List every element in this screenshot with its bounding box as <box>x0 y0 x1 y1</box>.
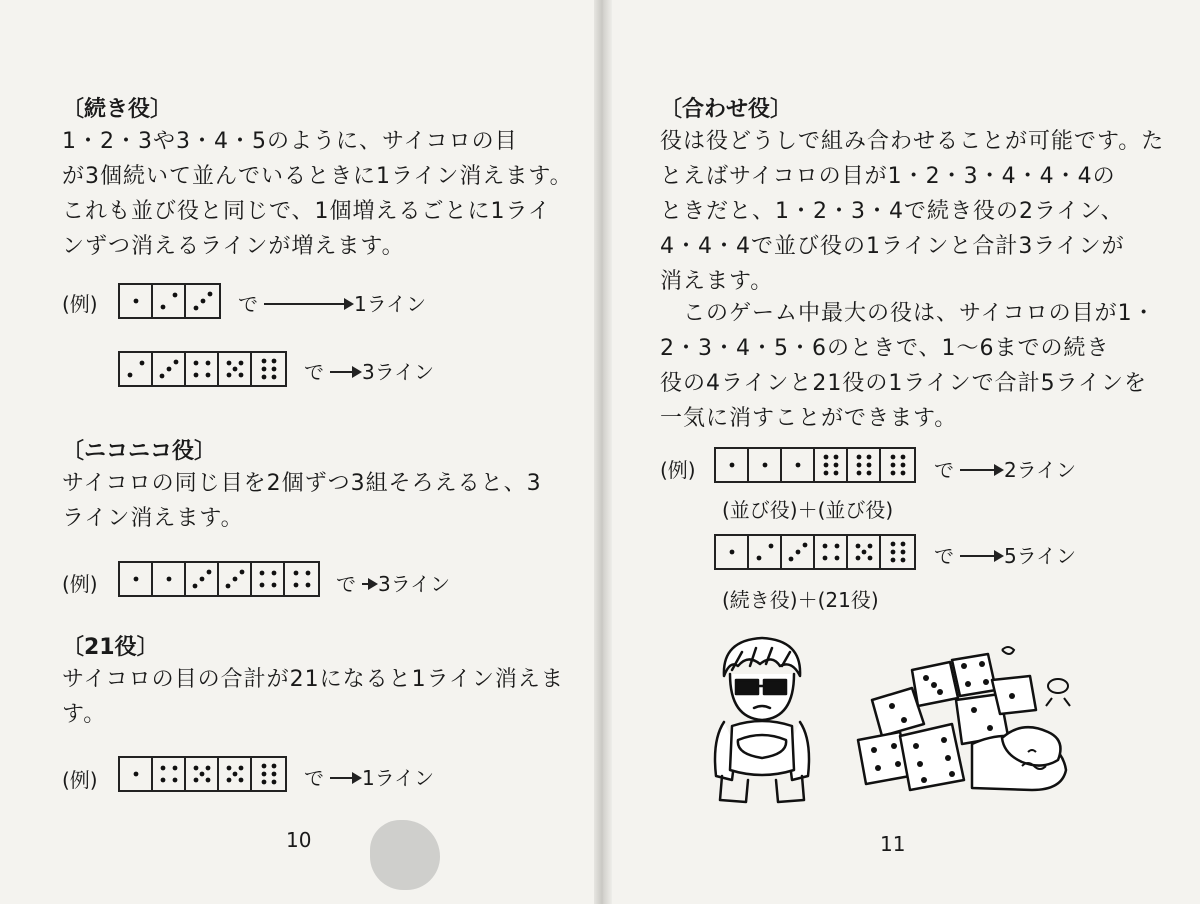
dice-pip <box>867 544 872 549</box>
dice-pip <box>890 550 895 555</box>
dice-face-icon <box>848 536 881 568</box>
dice-face-icon <box>782 449 815 481</box>
dice-pip <box>900 463 905 468</box>
dice-face-icon <box>153 563 186 595</box>
dice-face-icon <box>219 758 252 790</box>
dice-pip <box>232 367 237 372</box>
dice-pip <box>305 583 310 588</box>
de-label: で <box>238 292 258 316</box>
dice-pip <box>293 571 298 576</box>
dice-row <box>118 283 221 319</box>
formula: (続き役)＋(21役) <box>722 588 879 612</box>
example-label: (例) <box>62 768 98 792</box>
dice-pip <box>866 471 871 476</box>
page-number: 10 <box>286 828 312 852</box>
dice-pip <box>200 299 205 304</box>
dice-pip <box>259 583 264 588</box>
dice-pip <box>193 778 198 783</box>
dice-pip <box>261 375 266 380</box>
dice-face-icon <box>716 449 749 481</box>
dice-pip <box>867 556 872 561</box>
dice-pip <box>834 556 839 561</box>
dice-pip <box>239 570 244 575</box>
dice-pip <box>226 361 231 366</box>
dice-pip <box>823 471 828 476</box>
dice-pip <box>160 778 165 783</box>
dice-pip <box>226 766 231 771</box>
dice-face-icon <box>252 758 285 790</box>
dice-row <box>118 351 287 387</box>
dice-pip <box>856 463 861 468</box>
dice-pip <box>833 455 838 460</box>
heading-21: 〔21役〕 <box>62 635 159 660</box>
dice-row <box>118 756 287 792</box>
character-buried-under-dice <box>852 640 1082 810</box>
book-gutter <box>594 0 612 904</box>
dice-pip <box>293 583 298 588</box>
dice-pip <box>729 463 734 468</box>
dice-face-icon <box>186 563 219 595</box>
dice-pip <box>193 373 198 378</box>
dice-face-icon <box>881 536 914 568</box>
text-mixed-max: このゲーム中最大の役は、サイコロの目が1・ 2・3・4・5・6のときで、1〜6までの続き 役の4ラインと21役の1ラインで合計5ラインを 一気に消すことができます。 <box>660 301 1156 431</box>
dice-pip <box>890 455 895 460</box>
page-right <box>612 0 1200 904</box>
dice-pip <box>261 764 266 769</box>
dice-pip <box>890 471 895 476</box>
result-arrow <box>304 356 434 385</box>
result-text: 3ライン <box>378 572 451 596</box>
dice-face-icon <box>716 536 749 568</box>
dice-pip <box>225 584 230 589</box>
dice-pip <box>795 463 800 468</box>
dice-pip <box>866 463 871 468</box>
dice-pip <box>207 292 212 297</box>
arrow-icon <box>264 303 352 305</box>
de-label: で <box>934 544 954 568</box>
dice-pip <box>205 373 210 378</box>
example-label: (例) <box>660 458 696 482</box>
text-pairs: サイコロの同じ目を2個ずつ3組そろえると、3 ライン消えます。 <box>62 471 542 531</box>
dice-pip <box>193 766 198 771</box>
dice-pip <box>271 772 276 777</box>
dice-pip <box>199 772 204 777</box>
dice-pip <box>193 306 198 311</box>
result-text: 5ライン <box>1004 544 1077 568</box>
result-text: 1ライン <box>362 766 435 790</box>
dice-row <box>714 447 916 483</box>
dice-pip <box>226 778 231 783</box>
dice-pip <box>900 542 905 547</box>
dice-row <box>118 561 320 597</box>
dice-pip <box>261 359 266 364</box>
dice-pip <box>205 778 210 783</box>
arrow-icon <box>362 583 376 585</box>
dice-pip <box>823 455 828 460</box>
dice-pip <box>238 778 243 783</box>
dice-pip <box>172 293 177 298</box>
dice-pip <box>232 577 237 582</box>
dice-face-icon <box>153 758 186 790</box>
dice-pip <box>856 471 861 476</box>
dice-face-icon <box>749 449 782 481</box>
dice-pip <box>822 556 827 561</box>
result-arrow <box>934 454 1076 483</box>
dice-face-icon <box>815 536 848 568</box>
dice-pip <box>205 766 210 771</box>
dice-pip <box>890 558 895 563</box>
dice-pip <box>259 571 264 576</box>
dice-pip <box>900 550 905 555</box>
example-label: (例) <box>62 572 98 596</box>
dice-face-icon <box>120 353 153 385</box>
dice-pip <box>139 361 144 366</box>
result-text: 2ライン <box>1004 458 1077 482</box>
dice-pip <box>861 550 866 555</box>
result-arrow <box>336 568 450 597</box>
formula: (並び役)＋(並び役) <box>722 498 894 522</box>
dice-face-icon <box>848 449 881 481</box>
dice-face-icon <box>815 449 848 481</box>
dice-face-icon <box>120 758 153 790</box>
dice-face-icon <box>120 563 153 595</box>
dice-pip <box>133 577 138 582</box>
dice-pip <box>238 373 243 378</box>
text-21: サイコロの目の合計が21になると1ライン消えま す。 <box>62 667 564 727</box>
dice-pip <box>834 544 839 549</box>
arrow-icon <box>960 555 1002 557</box>
dice-pip <box>133 772 138 777</box>
dice-pip <box>261 367 266 372</box>
result-arrow <box>238 288 426 317</box>
dice-face-icon <box>252 563 285 595</box>
dice-pip <box>729 550 734 555</box>
dice-pip <box>261 780 266 785</box>
dice-pip <box>192 584 197 589</box>
dice-face-icon <box>782 536 815 568</box>
dice-pip <box>206 570 211 575</box>
dice-pip <box>271 375 276 380</box>
dice-face-icon <box>153 353 186 385</box>
de-label: で <box>304 766 324 790</box>
dice-pip <box>271 780 276 785</box>
dice-pip <box>855 544 860 549</box>
dice-face-icon <box>219 353 252 385</box>
dice-pip <box>199 577 204 582</box>
dice-pip <box>890 463 895 468</box>
dice-pip <box>172 778 177 783</box>
dice-pip <box>133 299 138 304</box>
text-sequence: 1・2・3や3・4・5のように、サイコロの目 が3個続いて並んでいるときに1ライン消えます。 これも並び役と同じで、1個増えるごとに1ライ ンずつ消えるラインが増えます。 <box>62 129 573 259</box>
dice-pip <box>788 557 793 562</box>
dice-pip <box>822 544 827 549</box>
dice-pip <box>795 550 800 555</box>
dice-pip <box>271 359 276 364</box>
dice-pip <box>271 583 276 588</box>
heading-pairs: 〔ニコニコ役〕 <box>62 439 217 464</box>
dice-pip <box>900 558 905 563</box>
dice-pip <box>160 305 165 310</box>
dice-pip <box>855 556 860 561</box>
page-left <box>0 0 594 904</box>
dice-pip <box>193 361 198 366</box>
dice-pip <box>261 772 266 777</box>
dice-pip <box>305 571 310 576</box>
dice-pip <box>802 543 807 548</box>
dice-pip <box>159 374 164 379</box>
dice-pip <box>271 367 276 372</box>
de-label: で <box>934 458 954 482</box>
dice-pip <box>768 544 773 549</box>
dice-pip <box>205 361 210 366</box>
dice-pip <box>823 463 828 468</box>
example-label: (例) <box>62 292 98 316</box>
dice-face-icon <box>186 353 219 385</box>
result-arrow <box>934 540 1076 569</box>
dice-pip <box>833 471 838 476</box>
dice-face-icon <box>749 536 782 568</box>
dice-pip <box>271 764 276 769</box>
result-text: 3ライン <box>362 360 435 384</box>
dice-face-icon <box>186 285 219 317</box>
page-number: 11 <box>880 832 906 856</box>
result-text: 1ライン <box>354 292 427 316</box>
dice-pip <box>866 455 871 460</box>
dice-pip <box>271 571 276 576</box>
dice-face-icon <box>186 758 219 790</box>
text-mixed: 役は役どうしで組み合わせることが可能です。た とえばサイコロの目が1・2・3・4・4・4の ときだと、1・2・3・4で続き役の2ライン、 4・4・4で並び役の1ラインと合計3ラインが 消えます。 <box>660 129 1165 294</box>
dice-pip <box>900 471 905 476</box>
dice-row <box>714 534 916 570</box>
dice-pip <box>226 373 231 378</box>
dice-pip <box>173 360 178 365</box>
dice-face-icon <box>219 563 252 595</box>
dice-pip <box>166 367 171 372</box>
dice-pip <box>833 463 838 468</box>
heading-mixed: 〔合わせ役〕 <box>660 97 793 122</box>
arrow-icon <box>960 469 1002 471</box>
dice-pip <box>900 455 905 460</box>
de-label: で <box>304 360 324 384</box>
character-boy-sitting <box>702 630 822 810</box>
dice-face-icon <box>252 353 285 385</box>
dice-pip <box>890 542 895 547</box>
heading-sequence: 〔続き役〕 <box>62 97 173 122</box>
dice-pip <box>172 766 177 771</box>
dice-pip <box>232 772 237 777</box>
dice-pip <box>762 463 767 468</box>
dice-pip <box>756 556 761 561</box>
paper-stain <box>370 820 440 890</box>
dice-pip <box>127 373 132 378</box>
dice-face-icon <box>120 285 153 317</box>
de-label: で <box>336 572 356 596</box>
dice-face-icon <box>285 563 318 595</box>
dice-pip <box>238 361 243 366</box>
dice-face-icon <box>153 285 186 317</box>
result-arrow <box>304 762 434 791</box>
dice-face-icon <box>881 449 914 481</box>
arrow-icon <box>330 371 360 373</box>
arrow-icon <box>330 777 360 779</box>
dice-pip <box>238 766 243 771</box>
dice-pip <box>166 577 171 582</box>
dice-pip <box>856 455 861 460</box>
dice-pip <box>160 766 165 771</box>
